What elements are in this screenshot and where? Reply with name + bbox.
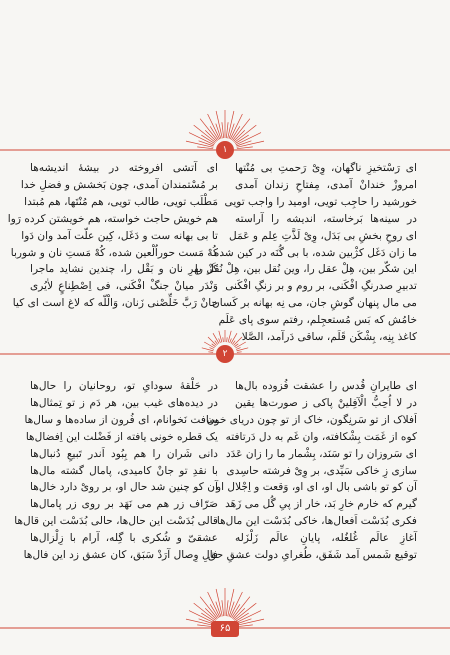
verse-line: آن کو تو باشی بال او، ای او، وَقعت و اِجْلال او: [215, 481, 417, 494]
verse-column-left-1: [7, 160, 218, 312]
verse-line: آغازِ عالَم غُلغُله، پایانِ عالَم زَلْزَله: [235, 532, 417, 545]
verse-column-right-1: [194, 160, 417, 346]
verse-line: آن کو چنین شد حال او، بر رویْ دارد خال‌ها: [30, 481, 218, 494]
verse-line: فکری بُدَسْت اَفعال‌ها، خاکی بُدَسْت این مال‌ها: [216, 515, 417, 528]
verse-line: عشقیّ و شُکری با گِله، آرام با زِلْزال‌ها: [30, 532, 218, 545]
ornament-ray: [210, 348, 214, 350]
verse-line: کاغذ بِنِه، بِشْکَن قَلَم، ساقی دَرآمد، الصَّلا: [241, 331, 417, 344]
verse-line: توقیع شَمس آمد شَفَق، طُغرایِ دولت عشقِ حق: [207, 549, 417, 562]
verse-line: اَفلاک از تو سَرنِگون، خاک از تو چون دریای خون: [206, 413, 417, 426]
ornament-ray: [197, 147, 213, 149]
verse-line: در سینه‌ها بَرخاسته، اندیشه را آراسته: [235, 212, 417, 225]
verse-line: می مال پنهان گوشِ جان، می نِه بهانه بر کَسان: [212, 297, 417, 310]
verse-line: ای رَسْتخیزِ ناگهان، وِیْ رَحمتِ بی مُنْتها: [235, 162, 417, 174]
verse-line: کُهْ مَست حوراُلْعین شده، کُهْ مَستِ نان و شوربا: [10, 246, 218, 259]
verse-line: یک قطره خونی یافته از فَضْلت این اِفضال‌ها: [25, 430, 218, 443]
verse-line: گیرم که خارم خارِ بَد، خار از پیِ گُل می زَهَد: [225, 498, 417, 511]
ornament-ray: [226, 122, 228, 138]
verse-line: دانی شَران را هم بِبُود اَندر تَبیعِ دُنبال‌ها: [30, 447, 218, 460]
ornament-ray: [237, 147, 253, 149]
verse-line: ای روحِ بخشِ بی بَدَل، وِیْ لَذَّتِ عِلم و عَمَل: [229, 229, 417, 242]
verse-line: با نقدِ تو جانْ کامیدی، پامال گشته مال‌ها: [30, 464, 218, 477]
verse-line: تدبیرِ صدرنگِ افْکَنی، بر روم و بر زنگِ افْکَنی: [225, 280, 417, 293]
ornament-ray: [236, 348, 240, 350]
verse-line: خورشید را حاجِب تویی، اومید را واجب تویی: [224, 195, 417, 208]
section-number-badge: ۲: [216, 345, 234, 363]
ornament-ray: [237, 352, 242, 353]
page-number: ۶۵: [211, 621, 239, 637]
verse-line: خامُش که بَس مُستعجِلم، رفتم سوی پای عَلَم: [218, 314, 417, 327]
verse-line: ای آتشی افروخته در بیشهٔ اندیشه‌ها: [30, 162, 218, 174]
ornament-ray: [226, 600, 228, 616]
verse-line: جانْ رَبَّ خَلِّصْنی زَنان، وَالْلّه که لاغ است ای کیا: [12, 297, 218, 310]
ornament-ray: [230, 339, 232, 343]
ornament-ray: [208, 352, 213, 353]
verse-line: امروزْ خندانْ آمدی، مِفتاحِ زندان آمدی: [235, 178, 417, 191]
ornament-ray: [227, 337, 228, 342]
verse-column-left-2: [14, 378, 218, 564]
verse-line: مَطْلَب تویی، طالب تویی، هم مُنْتَها، هم مُبتدا: [24, 195, 218, 208]
verse-line: سازی زِ خاکی سَیِّدی، بر وِیْ فرشته حاسِدی: [226, 464, 417, 477]
verse-line: در حَلْقهٔ سودایِ تو، روحانیان را حال‌ها: [30, 380, 218, 392]
verse-line: ای طایرانِ قُدس را عشقت فُزوده بال‌ها: [235, 380, 417, 392]
verse-line: هم خویش حاجت خواسته، هم خویشتن کرده رَوا: [7, 212, 218, 225]
ornament-ray: [237, 625, 253, 627]
verse-column-right-2: [206, 378, 417, 564]
verse-line: کَزْ بهرِ نان و بَقْل را، چندین نشاید ماجرا: [30, 263, 218, 276]
verse-line: کوه از غَمَت بِشْکافته، وان غَم به دل دَرتافته: [225, 430, 417, 443]
verse-line: قالی بُدَسْت این حال‌ها، حالی بُدَسْت این قال‌ها: [14, 515, 218, 528]
verse-line: سافت نَخوانام، ای فُرون از ساده‌ها و سال‌ها: [24, 413, 218, 426]
verse-line: بر مُسْتمندان آمدی، چون بَخشش و فضلِ خدا: [20, 178, 218, 191]
verse-line: در لا اُحِبُّ الْآفِلینْ پاکی ز صورت‌ها یقین: [235, 396, 417, 409]
verse-line: در دیده‌های غیب بین، هر دَم ز تو تِمثال‌ها: [30, 396, 218, 409]
section-number-badge: ۱: [216, 141, 234, 159]
verse-line: وَنْدَر میانْ جنگْ افْکَنی، فی اِصْطِناعٍ لاٰیُری: [30, 280, 218, 293]
ornament-ray: [222, 122, 224, 138]
ornament-ray: [222, 600, 224, 616]
ornament-ray: [223, 337, 224, 342]
verse-line: تا بی بهانه ست و دَغَل، کِین علّت آمد وان دَوا: [21, 229, 218, 242]
verse-line: فالِ وِصال آرَدْ سَبَق، کان عشق زد این فال‌ها: [23, 549, 218, 562]
verse-line: این شکّر بین، هِلْ عقل را، وین نُقل بین، هِلْ نُقل را: [194, 263, 417, 276]
ornament-ray: [219, 339, 221, 343]
verse-line: صَرّاف زر هم می نَهَد بر روی زر پامال‌ها: [30, 498, 218, 511]
verse-line: ما زان دَغَل کژْبین شده، با بی گُنَه در کین شده: [213, 246, 417, 259]
verse-line: ای سَروزان را تو سَنَد، بِشْمار ما را زان عَدَد: [225, 447, 417, 460]
